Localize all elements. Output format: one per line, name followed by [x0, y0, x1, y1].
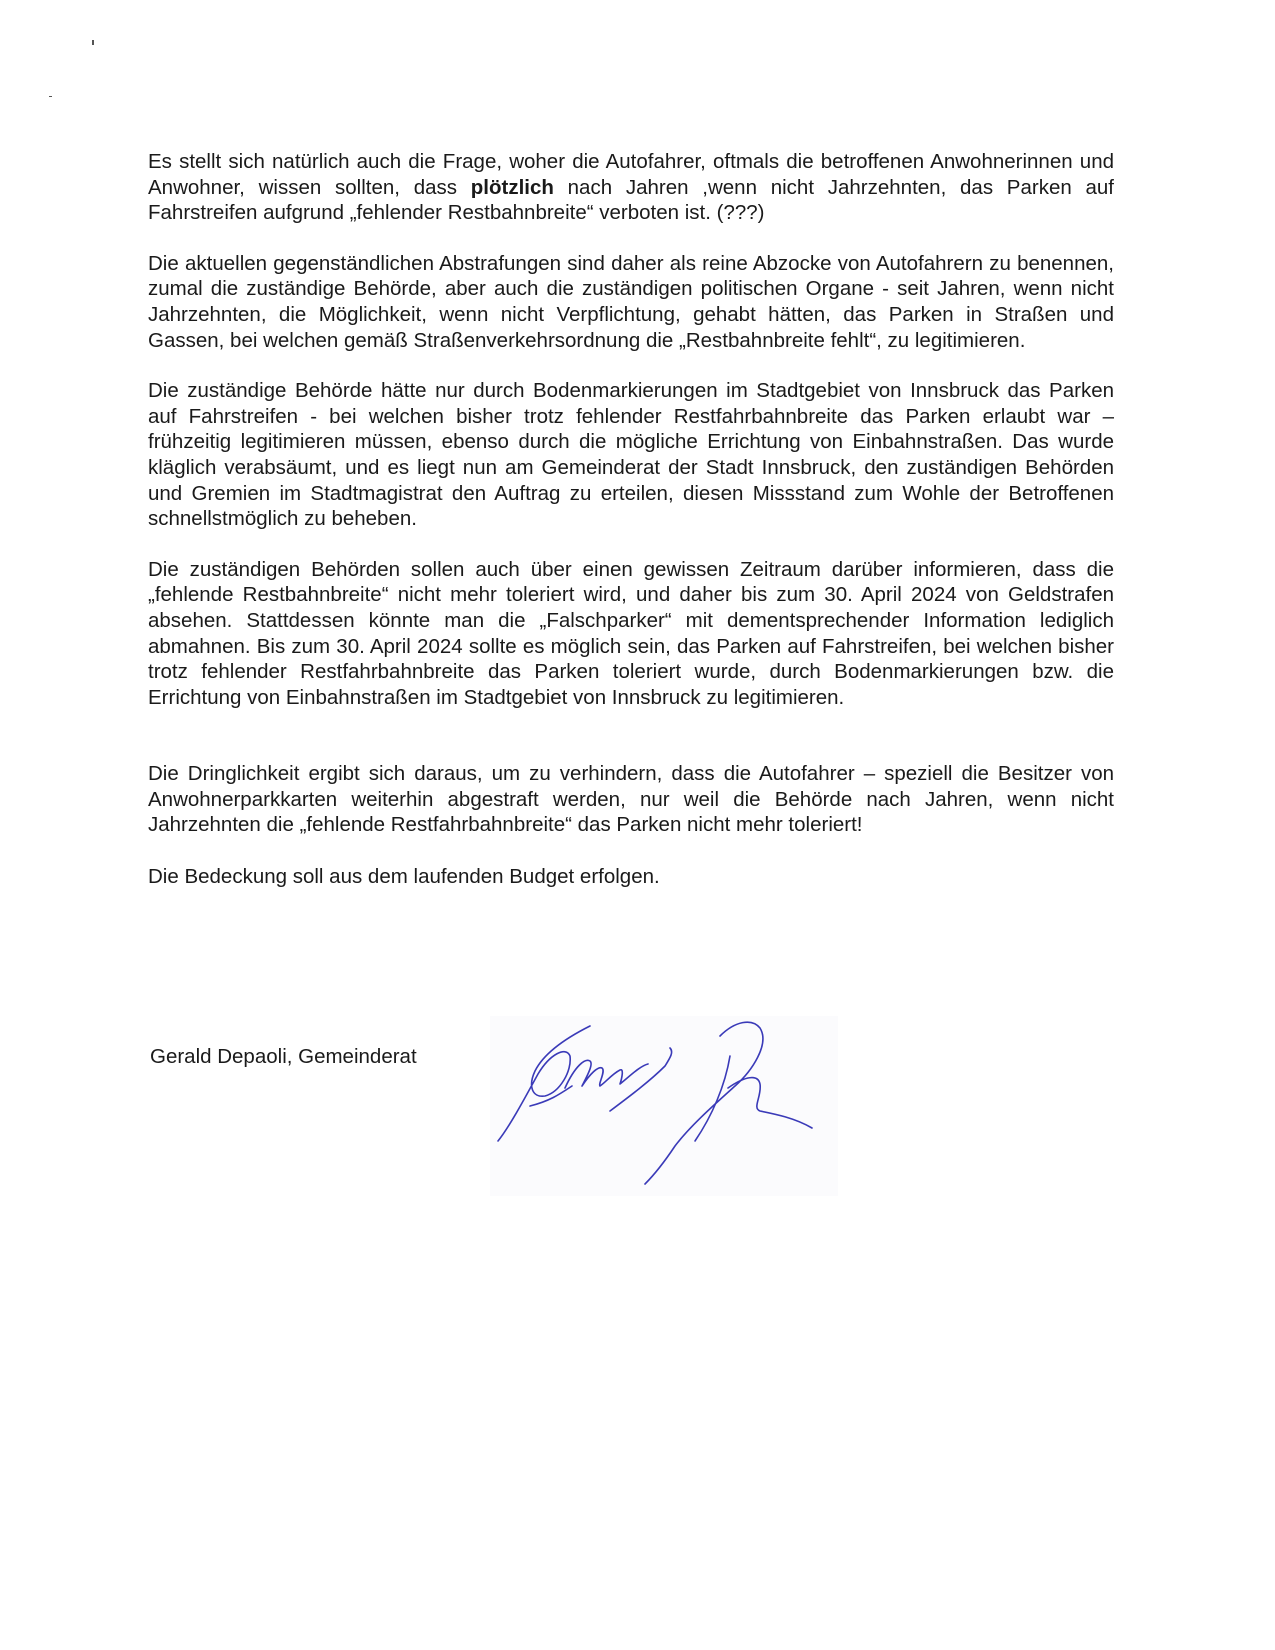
- paragraph-3: Die zuständige Behörde hätte nur durch Bodenmarkierungen im Stadtgebiet von Innsbruck das Parken auf Fahrstreifen - bei welchen bisher trotz fehlender Restfahrbahnbreite das Parken erlaubt war – frühzeitig legitimieren müssen, ebenso durch die mögliche Errichtung von Einbahnstraßen. Das wurde kläglich verabsäumt, und es liegt nun am Gemeinderat der Stadt Innsbruck, den zuständigen Behörden und Gremien im Stadtmagistrat den Auftrag zu erteilen, diesen Missstand zum Wohle der Betroffenen schnellstmöglich zu beheben.: [148, 379, 1114, 531]
- scan-artifact: [49, 96, 52, 97]
- handwritten-signature: [490, 1016, 838, 1196]
- signature-drawing: [490, 1016, 838, 1196]
- scan-artifact: [92, 40, 94, 45]
- paragraph-2: Die aktuellen gegenständlichen Abstrafungen sind daher als reine Abzocke von Autofahrern zu benennen, zumal die zuständige Behörde, aber auch die zuständigen politischen Organe - seit Jahren, wenn nicht Jahrzehnten, die Möglichkeit, wenn nicht Verpflichtung, gehabt hätten, das Parken in Straßen und Gassen, bei welchen gemäß Straßenverkehrsordnung die „Restbahnbreite fehlt“, zu legitimieren.: [148, 251, 1114, 352]
- emphasis-ploetzlich: plötzlich: [470, 175, 554, 199]
- paragraph-5: Die Dringlichkeit ergibt sich daraus, um zu verhindern, dass die Autofahrer – speziell die Besitzer von Anwohnerparkkarten weiterhin abgestraft werden, nur weil die Behörde nach Jahren, wenn nicht Jahrzehnten die „fehlende Restfahrbahnbreite“ das Parken nicht mehr toleriert!: [148, 762, 1114, 837]
- paragraph-4: Die zuständigen Behörden sollen auch über einen gewissen Zeitraum darüber informieren, dass die „fehlende Restbahnbreite“ nicht mehr toleriert wird, und daher bis zum 30. April 2024 von Geldstrafen absehen. Stattdessen könnte man die „Falschparker“ mit dementsprechender Information lediglich abmahnen. Bis zum 30. April 2024 sollte es möglich sein, das Parken auf Fahrstreifen, bei welchen bisher trotz fehlender Restfahrbahnbreite das Parken toleriert wurde, durch Bodenmarkierungen bzw. die Errichtung von Einbahnstraßen im Stadtgebiet von Innsbruck zu legitimieren.: [148, 557, 1114, 709]
- paragraph-1: [148, 149, 1114, 226]
- signatory-name: Gerald Depaoli, Gemeinderat: [150, 1045, 417, 1068]
- paragraph-1-text-end: nach Jahren ,wenn nicht Jahrzehnten, das Parken auf Fahrstreifen aufgrund „fehlender Restbahnbreite“ verboten ist. (???): [148, 175, 1115, 225]
- paragraph-1-text-start: Es stellt sich natürlich auch die Frage, woher die Autofahrer, oftmals die betroffenen Anwohnerinnen und Anwohner, wissen sollten, dass: [148, 150, 1114, 199]
- paragraph-6: Die Bedeckung soll aus dem laufenden Budget erfolgen.: [148, 865, 660, 889]
- letter-body: [148, 149, 1114, 890]
